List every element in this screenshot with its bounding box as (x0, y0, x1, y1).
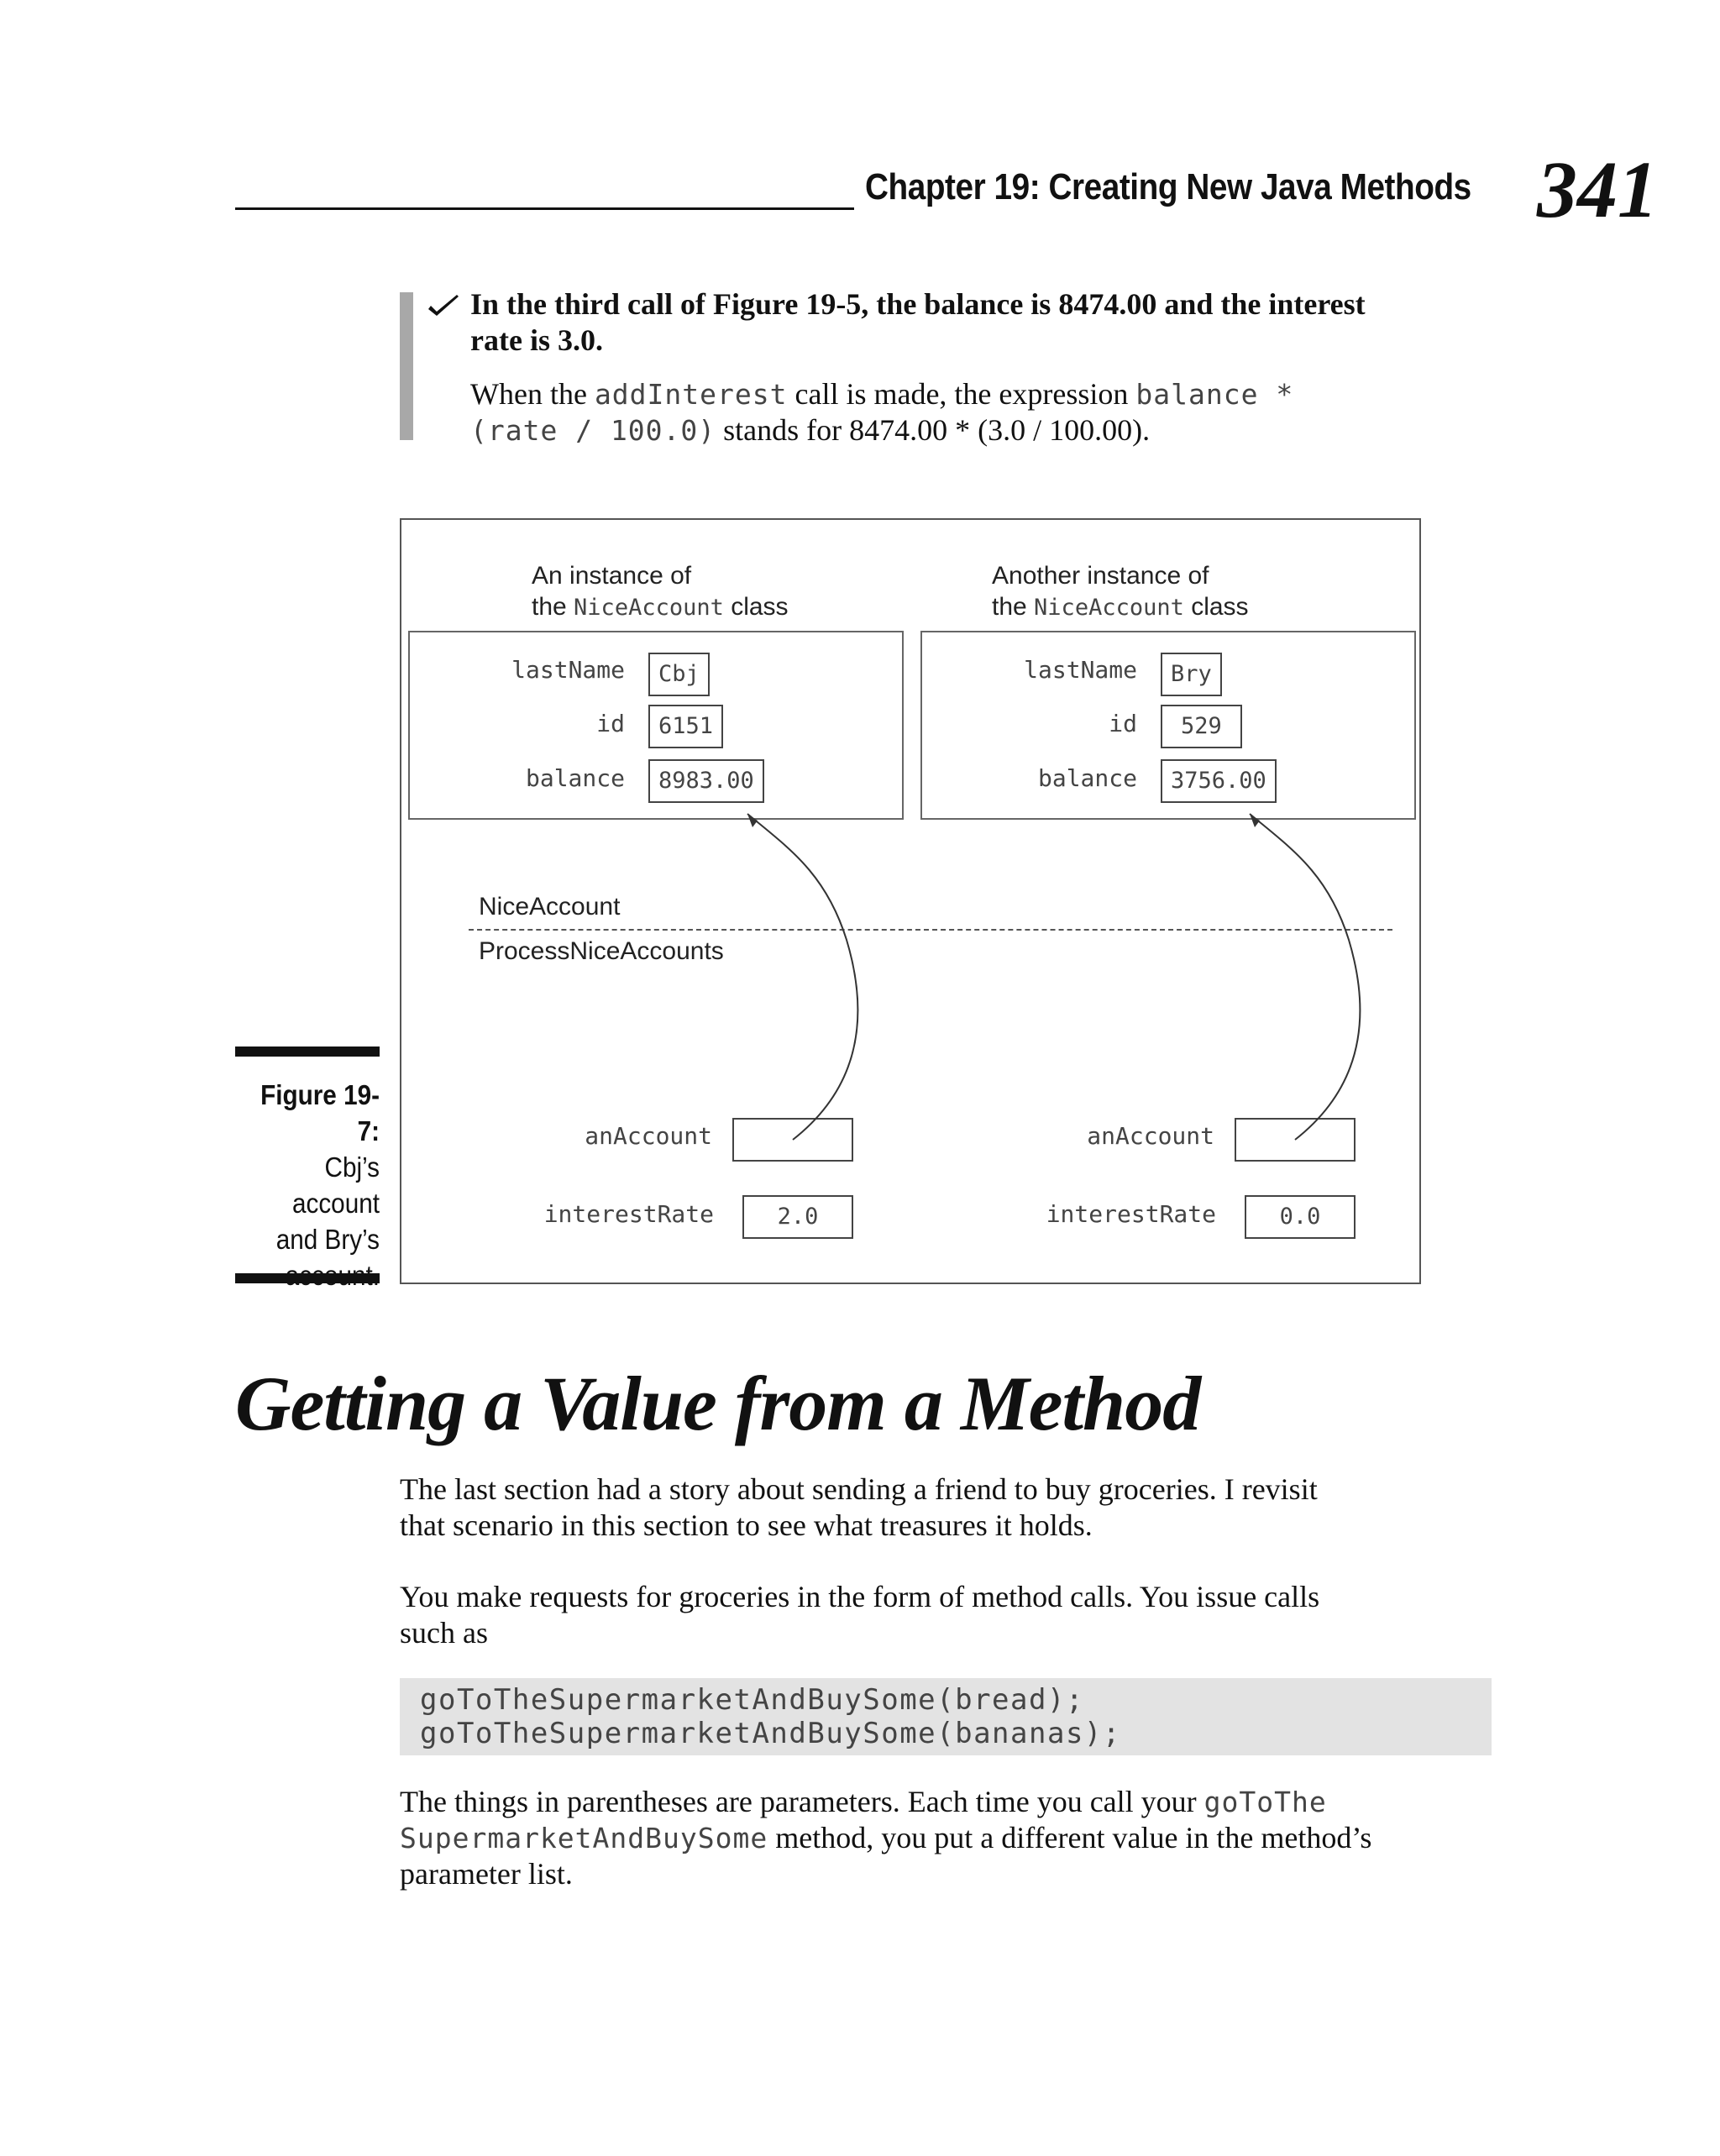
inline-code: addInterest (594, 378, 788, 411)
bullet-heading-line1: In the third call of Figure 19-5, the balance is 8474.00 and the interest (470, 287, 1366, 321)
paragraph-3-line3: parameter list. (400, 1857, 573, 1891)
id-label: id (596, 710, 625, 737)
bullet-sidebar-bar (400, 292, 413, 440)
balance-value: 3756.00 (1161, 759, 1277, 803)
interestrate-value: 0.0 (1245, 1195, 1356, 1239)
class-label-niceaccount: NiceAccount (479, 893, 621, 921)
inline-code: SupermarketAndBuySome (400, 1822, 768, 1854)
balance-value: 8983.00 (648, 759, 764, 803)
reference-arrow-left (747, 814, 857, 1140)
section-heading: Getting a Value from a Method (235, 1361, 1201, 1446)
inline-code: balance * (1135, 378, 1294, 411)
inline-code: (rate / 100.0) (470, 414, 716, 447)
inline-code: NiceAccount (1034, 595, 1184, 621)
arrowhead-right (1250, 814, 1260, 827)
id-label: id (1109, 710, 1137, 737)
balance-label: balance (525, 764, 625, 792)
text-span: class (723, 593, 789, 621)
text-span: call is made, the expression (787, 377, 1136, 411)
anaccount-label: anAccount (585, 1122, 712, 1150)
text-span: the (532, 593, 574, 621)
class-label-processniceaccounts: ProcessNiceAccounts (479, 937, 724, 965)
header-rule (235, 207, 854, 210)
left-instance-caption-line1: An instance of (532, 562, 692, 590)
bullet-paragraph-line1 (470, 376, 1293, 412)
right-instance-caption-line1: Another instance of (992, 562, 1209, 590)
figure-caption-label: Figure 19-7: (260, 1079, 380, 1146)
text-span: class (1183, 593, 1249, 621)
chapter-title: Chapter 19: Creating New Java Methods (865, 166, 1471, 207)
reference-arrows (401, 520, 1419, 1283)
paragraph-2-line1: You make requests for groceries in the form of method calls. You issue calls (400, 1580, 1320, 1613)
paragraph-1-line1: The last section had a story about sending a friend to buy groceries. I revisit (400, 1472, 1318, 1506)
lastname-label: lastName (1024, 656, 1137, 684)
text-span: the (992, 593, 1035, 621)
text-span: The things in parentheses are parameters. Each time you call your (400, 1785, 1204, 1818)
interestrate-value: 2.0 (742, 1195, 853, 1239)
lastname-value: Cbj (648, 653, 710, 696)
figure-caption-line: and Bry’s (275, 1224, 380, 1255)
inline-code: goToThe (1203, 1786, 1327, 1818)
interestrate-label: interestRate (543, 1200, 714, 1228)
paragraph-3-line1 (400, 1784, 1327, 1820)
caption-rule-top (235, 1047, 380, 1057)
lastname-value: Bry (1161, 653, 1222, 696)
paragraph-2-line2: such as (400, 1616, 488, 1650)
figure-caption-line: Cbj’s (324, 1151, 380, 1183)
inline-code: NiceAccount (574, 595, 724, 621)
figure-19-7 (400, 518, 1421, 1284)
code-line-1: goToTheSupermarketAndBuySome(bread); (420, 1683, 1084, 1717)
id-value: 529 (1161, 705, 1242, 748)
paragraph-1-line2: that scenario in this section to see what treasures it holds. (400, 1508, 1093, 1542)
lastname-label: lastName (511, 656, 625, 684)
code-block (400, 1678, 1492, 1755)
bullet-paragraph-line2 (470, 412, 1150, 449)
balance-label: balance (1037, 764, 1137, 792)
reference-arrow-right (1250, 814, 1360, 1140)
figure-caption-line: account (291, 1188, 380, 1219)
text-span: method, you put a different value in the method’s (768, 1821, 1372, 1854)
arrowhead-left (747, 814, 758, 827)
id-value: 6151 (648, 705, 723, 748)
checkmark-icon (427, 294, 460, 319)
anaccount-label: anAccount (1087, 1122, 1214, 1150)
bullet-heading-line2: rate is 3.0. (470, 323, 603, 357)
text-span: When the (470, 377, 595, 411)
interestrate-label: interestRate (1046, 1200, 1216, 1228)
figure-caption (249, 1077, 380, 1293)
page-number: 341 (1537, 144, 1658, 234)
paragraph-3-line2 (400, 1820, 1371, 1856)
text-span: stands for 8474.00 * (3.0 / 100.00). (716, 413, 1151, 447)
code-line-2: goToTheSupermarketAndBuySome(bananas); (420, 1717, 1121, 1750)
caption-rule-bottom (235, 1273, 380, 1283)
